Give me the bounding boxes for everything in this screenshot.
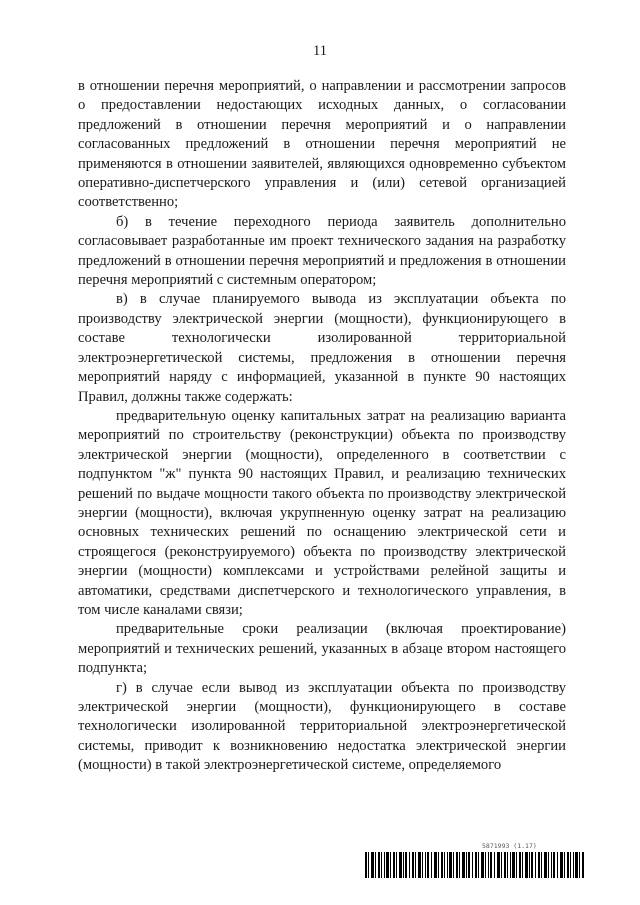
paragraph-cost-estimate: предварительную оценку капитальных затрат на реализацию варианта мероприятий по строительству (реконструкции) объекта по производству электрической энергии (мощности), определенного в соответствии с подпунктом "ж" пункта 90 настоящих Правил, и реализацию технических решений по выдаче мощности такого объекта по производству электрической энергии (мощности), включая укрупненную оценку затрат на реализацию основных технических решений по оснащению электрической сети и строящегося (реконструируемого) объекта по производству электрической энергии (мощности) комплексами и устройствами релейной защиты и автоматики, средствами диспетчерского и технологического управления, в том числе каналами связи; bbox=[78, 407, 566, 618]
document-body bbox=[78, 77, 566, 776]
barcode-image bbox=[365, 852, 585, 878]
document-code: 5871993 (1.17) bbox=[482, 842, 537, 850]
paragraph-item-v: в) в случае планируемого вывода из эксплуатации объекта по производству электрической энергии (мощности), функционирующего в составе технологически изолированной территориальной электроэнергетической системы, предложения в отношении перечня мероприятий наряду с информацией, указанной в пункте 90 настоящих Правил, должны также содержать: bbox=[78, 291, 566, 405]
paragraph-timeline: предварительные сроки реализации (включая проектирование) мероприятий и технических решений, указанных в абзаце втором настоящего подпункта; bbox=[78, 621, 566, 677]
paragraph-item-g: г) в случае если вывод из эксплуатации объекта по производству электрической энергии (мощности), функционирующего в составе технологически изолированной территориальной электроэнергетической системы, приводит к возникновению недостатка электрической энергии (мощности) в такой электроэнергетической системе, определяемого bbox=[78, 679, 566, 774]
page-number: 11 bbox=[313, 43, 327, 59]
paragraph-continuation: в отношении перечня мероприятий, о направлении и рассмотрении запросов о предоставлении недостающих исходных данных, о согласовании предложений в отношении перечня мероприятий и о направлении согласованных предложений в отношении перечня мероприятий не применяются в отношении заявителей, являющихся одновременно субъектом оперативно-диспетчерского управления и (или) сетевой организацией соответственно; bbox=[78, 78, 566, 211]
paragraph-item-b: б) в течение переходного периода заявитель дополнительно согласовывает разработанные им проект технического задания на разработку предложений в отношении перечня мероприятий и предложения в отношении перечня мероприятий с системным оператором; bbox=[78, 213, 566, 289]
